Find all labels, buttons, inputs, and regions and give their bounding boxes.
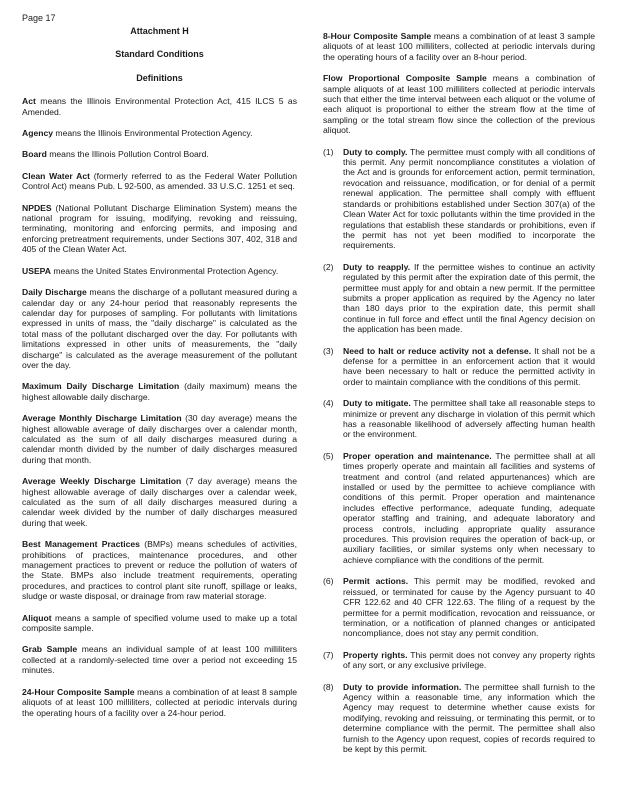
definition-term: USEPA bbox=[22, 265, 51, 276]
page-number: Page 17 bbox=[22, 13, 56, 23]
definition-term: Clean Water Act bbox=[22, 170, 91, 181]
definition-term: Agency bbox=[22, 128, 54, 139]
definition-daily-discharge bbox=[22, 287, 297, 370]
definition-grab-sample bbox=[22, 644, 297, 675]
definition-term: Flow Proportional Composite Sample bbox=[323, 73, 487, 84]
condition-property-rights bbox=[323, 650, 595, 671]
condition-duty-to-provide-information bbox=[323, 682, 595, 755]
definition-text: (formerly referred to as the Federal Water Pollution Control Act) means Pub. L 92-500, as amended. 33 U.S.C. 1251 et seq. bbox=[22, 170, 297, 192]
definition-text: (National Pollutant Discharge Elimination System) means the national program for issuing, modifying, revoking and reissuing, terminating, monitoring and enforcing permits, and imposing and enforcing pretreatment requirements, under Sections 307, 402, 318 and 405 of the Clean Water Act. bbox=[22, 202, 297, 255]
condition-title: Permit actions. bbox=[343, 576, 409, 587]
condition-text: It shall not be a defense for a permittee in an enforcement action that it would have been necessary to halt or reduce the permitted activity in order to maintain compliance with the conditions of this permit. bbox=[343, 345, 595, 387]
definition-term: 24-Hour Composite Sample bbox=[22, 686, 135, 697]
condition-text: This permit may be modified, revoked and reissued, or terminated for cause by the Agency pursuant to 40 CFR 122.62 and 40 CFR 122.63. The filing of a request by the permittee for a permit modification, revocation and reissuance, or termination, or a notification of planned changes or anticipated noncompliance, does not stay any permit condition. bbox=[343, 576, 596, 639]
definition-term: Best Management Practices bbox=[22, 539, 140, 550]
definition-text: means the Illinois Environmental Protection Agency. bbox=[53, 128, 253, 139]
definition-24-hour-composite bbox=[22, 687, 297, 718]
definition-board bbox=[22, 149, 297, 159]
definition-8-hour-composite bbox=[323, 31, 595, 62]
definition-usepa bbox=[22, 266, 297, 276]
condition-title: Duty to reapply. bbox=[343, 261, 411, 272]
condition-number: (4) bbox=[323, 398, 334, 409]
definition-text: (7 day average) means the highest allowable average of daily discharges over a calendar week, calculated as the sum of all daily discharges measured during a calendar week divided by the number of daily discharges measured during that week. bbox=[22, 476, 297, 528]
definition-flow-proportional-composite bbox=[323, 73, 595, 135]
definition-term: Board bbox=[22, 149, 47, 160]
definition-maximum-daily-discharge bbox=[22, 381, 297, 402]
definition-term: Daily Discharge bbox=[22, 287, 87, 298]
condition-number: (3) bbox=[323, 345, 334, 356]
definition-text: means a combination of at least 3 sample aliquots of at least 100 milliliters, collected at periodic intervals during the operating hours of a facility over an 8-hour period. bbox=[323, 31, 595, 62]
condition-duty-to-comply bbox=[323, 147, 595, 251]
definition-text: (daily maximum) means the highest allowable daily discharge. bbox=[22, 381, 298, 402]
condition-title: Proper operation and maintenance. bbox=[343, 450, 492, 461]
definition-text: means the Illinois Environmental Protection Act, 415 ILCS 5 as Amended. bbox=[22, 96, 297, 117]
definition-term: Maximum Daily Discharge Limitation bbox=[22, 381, 180, 392]
definition-text: means a sample of specified volume used to make up a total composite sample. bbox=[22, 612, 297, 634]
definition-text: means a combination of at least 8 sample aliquots of at least 100 milliliters, collected at periodic intervals during the operating hours of a facility over a 24-hour period. bbox=[22, 686, 297, 718]
definition-aliquot bbox=[22, 613, 297, 634]
definition-text: means the United States Environmental Protection Agency. bbox=[50, 265, 279, 276]
condition-text: This permit does not convey any property rights of any sort, or any exclusive privilege. bbox=[343, 649, 595, 671]
condition-duty-to-mitigate bbox=[323, 398, 595, 440]
condition-title: Need to halt or reduce activity not a defense. bbox=[343, 345, 532, 356]
definition-term: Grab Sample bbox=[22, 644, 78, 655]
condition-need-to-halt bbox=[323, 346, 595, 388]
attachment-heading: Attachment H bbox=[130, 26, 189, 36]
definition-term: NPDES bbox=[22, 202, 52, 213]
condition-number: (7) bbox=[323, 649, 334, 660]
condition-title: Property rights. bbox=[343, 649, 408, 660]
condition-number: (6) bbox=[323, 576, 334, 587]
condition-title: Duty to comply. bbox=[343, 146, 408, 157]
left-column bbox=[22, 26, 297, 729]
definition-text: (BMPs) means schedules of activities, prohibitions of practices, maintenance procedures, and other management practices to prevent or reduce the pollution of waters of the State. BMPs also include treatment requirements, operating procedures, and practices to control plant site runoff, spillage or leaks, sludge or waste disposal, or drainage from raw material storage. bbox=[22, 539, 297, 602]
condition-text: The permittee shall furnish to the Agency within a reasonable time, any information which the Agency may request to determine whether cause exists for modifying, revoking and reissuing, or terminating this permit, or to determine compliance with the permit. The permittee shall also furnish to the Agency upon request, copies of records required to be kept by this permit. bbox=[343, 681, 595, 754]
condition-number: (1) bbox=[323, 146, 334, 157]
definitions-heading: Definitions bbox=[136, 72, 183, 83]
definition-text: means an individual sample of at least 100 milliliters collected at a randomly-selected time over a period not exceeding 15 minutes. bbox=[22, 644, 298, 676]
condition-text: If the permittee wishes to continue an activity regulated by this permit after the expiration date of this permit, the permittee must apply for and obtain a new permit. If the permittee submits a proper application as required by the Agency no later than 180 days prior to the expiration date, this permit shall continue in full force and effect until the final Agency decision on the application has been made. bbox=[343, 261, 595, 335]
standard-conditions-heading: Standard Conditions bbox=[115, 49, 204, 60]
definition-term: Act bbox=[22, 96, 36, 107]
definition-term: Aliquot bbox=[22, 612, 52, 623]
definition-text: means a combination of sample aliquots of at least 100 milliliters collected at periodic intervals such that either the time interval between each aliquot or the volume of each aliquot is proportional to either the stream flow at the time of sampling or the total stream flow since the collection of the previous aliquot. bbox=[323, 73, 595, 136]
condition-duty-to-reapply bbox=[323, 262, 595, 335]
definition-text: means the Illinois Pollution Control Board. bbox=[46, 149, 209, 160]
condition-proper-operation bbox=[323, 451, 595, 565]
definition-term: Average Weekly Discharge Limitation bbox=[22, 476, 182, 487]
condition-title: Duty to provide information. bbox=[343, 681, 462, 692]
definition-text: means the discharge of a pollutant measured during a calendar day or any 24-hour period that reasonably represents the calendar day for purposes of sampling. For pollutants with limitations expressed in units of mass, the "daily discharge" is calculated as the total mass of the pollutant discharged over the day. For pollutants with limitations expressed in other units of measurements, the "daily discharge" is calculated as the average measurement of the pollutant over the day. bbox=[22, 287, 298, 370]
definition-agency bbox=[22, 128, 297, 138]
definition-text: (30 day average) means the highest allowable average of daily discharges over a calendar month, calculated as the sum of all daily discharges measured during a calendar month divided by the number of daily discharges measured during that month. bbox=[22, 413, 298, 465]
condition-text: The permittee must comply with all conditions of this permit. Any permit noncompliance constitutes a violation of the Act and is grounds for enforcement action, permit termination, revocation and reissuance, modification, or for denial of a permit renewal application. The permittee shall comply with effluent standards or prohibitions established under Section 307(a) of the Clean Water Act for toxic pollutants within the time provided in the regulations that establish these standards or prohibitions, even if the permit has not yet been modified to incorporate the requirements. bbox=[343, 146, 595, 251]
condition-number: (5) bbox=[323, 450, 334, 461]
condition-text: The permittee shall take all reasonable steps to minimize or prevent any discharge in violation of this permit which has a reasonable likelihood of adversely affecting human health or the environment. bbox=[343, 398, 595, 440]
condition-number: (8) bbox=[323, 681, 334, 692]
definition-term: 8-Hour Composite Sample bbox=[323, 31, 432, 41]
definition-clean-water-act bbox=[22, 171, 297, 192]
condition-permit-actions bbox=[323, 576, 595, 638]
definition-average-monthly-discharge bbox=[22, 413, 297, 465]
definition-best-management-practices bbox=[22, 539, 297, 601]
condition-title: Duty to mitigate. bbox=[343, 398, 411, 409]
condition-text: The permittee shall at all times properly operate and maintain all facilities and systems of treatment and control (and related appurtenances) which are installed or used by the permittee to achieve compliance with conditions of this permit. Proper operation and maintenance includes effective performance, adequate funding, adequate operator staffing and training, and adequate laboratory and process controls, including appropriate quality assurance procedures. This provision requires the operation of back-up, or auxiliary facilities, or similar systems only when necessary to achieve compliance with the conditions of the permit. bbox=[343, 450, 595, 565]
condition-number: (2) bbox=[323, 261, 334, 272]
definition-npdes bbox=[22, 203, 297, 255]
definition-term: Average Monthly Discharge Limitation bbox=[22, 413, 182, 424]
definition-act bbox=[22, 96, 297, 117]
right-column bbox=[323, 31, 595, 765]
definition-average-weekly-discharge bbox=[22, 476, 297, 528]
